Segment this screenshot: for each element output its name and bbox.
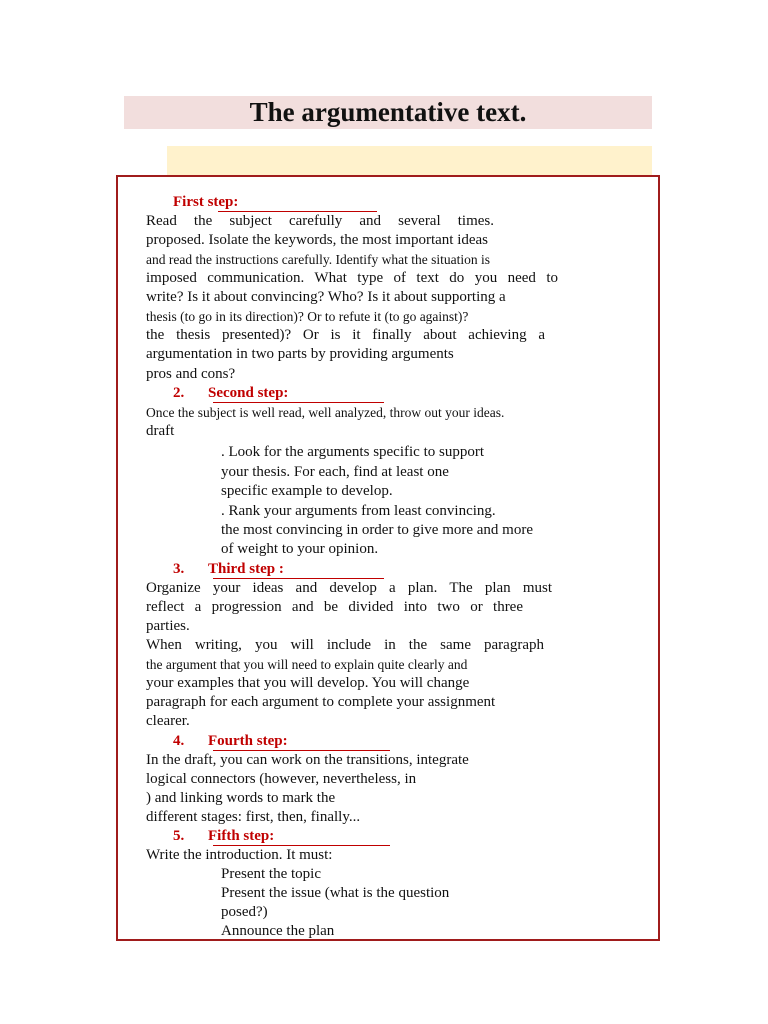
text-line: logical connectors (however, nevertheless, in bbox=[146, 771, 417, 787]
text-line: paragraph for each argument to complete your assignment bbox=[146, 694, 496, 710]
highlight-band bbox=[167, 146, 652, 175]
text-line: parties. bbox=[146, 618, 190, 634]
text-line: write? Is it about convincing? Who? Is it about supporting a bbox=[146, 289, 506, 305]
text-line: specific example to develop. bbox=[221, 483, 393, 499]
text-line: Read the subject carefully and several times. bbox=[146, 213, 494, 229]
text-line: argumentation in two parts by providing arguments bbox=[146, 346, 454, 362]
text-line: Organize your ideas and develop a plan. The plan must bbox=[146, 580, 552, 596]
text-line: the argument that you will need to explain quite clearly and bbox=[146, 657, 468, 672]
step-heading-third bbox=[173, 560, 284, 579]
text-line: the thesis presented)? Or is it finally about achieving a bbox=[146, 327, 545, 343]
text-line: Present the topic bbox=[221, 866, 321, 882]
text-line: your thesis. For each, find at least one bbox=[221, 464, 449, 480]
step-number: 2. bbox=[173, 385, 185, 401]
step-label: Second step: bbox=[208, 385, 289, 401]
text-line: imposed communication. What type of text do you need to bbox=[146, 270, 558, 286]
text-line: reflect a progression and be divided into two or three bbox=[146, 599, 523, 615]
step-label: Third step : bbox=[208, 561, 284, 577]
text-line: In the draft, you can work on the transitions, integrate bbox=[146, 752, 469, 768]
step-heading-second bbox=[173, 384, 288, 403]
text-line: pros and cons? bbox=[146, 366, 236, 382]
text-line: draft bbox=[146, 423, 175, 439]
step-number: 4. bbox=[173, 733, 185, 749]
text-line: different stages: first, then, finally... bbox=[146, 809, 361, 825]
step-number: 5. bbox=[173, 828, 185, 844]
step-heading-first: First step: bbox=[173, 194, 239, 210]
step-heading-fourth bbox=[173, 732, 288, 751]
text-line: the most convincing in order to give more and more bbox=[221, 522, 534, 538]
text-line: . Look for the arguments specific to support bbox=[221, 444, 484, 460]
text-line: clearer. bbox=[146, 713, 190, 729]
page-title: The argumentative text. bbox=[249, 97, 527, 127]
step-heading-fifth bbox=[173, 827, 274, 846]
text-line: proposed. Isolate the keywords, the most important ideas bbox=[146, 232, 489, 248]
text-line: Write the introduction. It must: bbox=[146, 847, 333, 863]
text-line: . Rank your arguments from least convincing. bbox=[221, 503, 496, 519]
step-label: Fifth step: bbox=[208, 828, 275, 844]
text-line: ) and linking words to mark the bbox=[146, 790, 336, 806]
text-line: Once the subject is well read, well analyzed, throw out your ideas. bbox=[146, 405, 505, 420]
step-label: Fourth step: bbox=[208, 733, 288, 749]
text-line: of weight to your opinion. bbox=[221, 541, 379, 557]
text-line: thesis (to go in its direction)? Or to refute it (to go against)? bbox=[146, 309, 469, 324]
text-line: posed?) bbox=[221, 904, 268, 920]
text-line: When writing, you will include in the same paragraph bbox=[146, 637, 544, 653]
text-line: your examples that you will develop. You will change bbox=[146, 675, 470, 691]
text-line: Announce the plan bbox=[221, 923, 335, 939]
text-line: and read the instructions carefully. Identify what the situation is bbox=[146, 252, 491, 267]
step-number: 3. bbox=[173, 561, 185, 577]
text-line: Present the issue (what is the question bbox=[221, 885, 450, 901]
